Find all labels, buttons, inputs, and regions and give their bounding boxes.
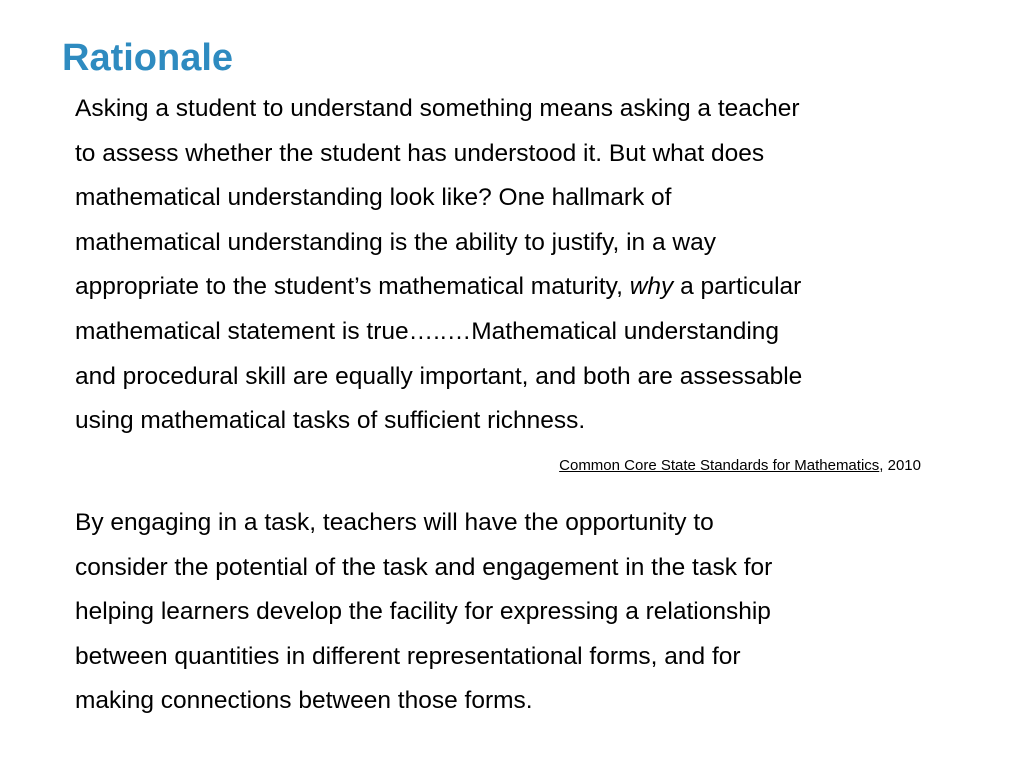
body-line: By engaging in a task, teachers will have the opportunity to [75,509,714,536]
quote-line: using mathematical tasks of sufficient richness. [75,407,586,435]
quote-line-text: appropriate to the student’s mathematical maturity, [75,273,630,301]
quote-line: Asking a student to understand something means asking a teacher [75,95,800,122]
quote-emphasis-why: why [629,273,674,301]
quote-line [75,265,802,310]
quote-line: to assess whether the student has understood it. But what does [75,139,765,167]
quote-line-text: a particular [673,273,802,301]
body-line: helping learners develop the facility for expressing a relationship [75,598,771,626]
quote-line: mathematical understanding look like? One hallmark of [75,184,672,212]
body-line: making connections between those forms. [75,687,533,715]
body-line: consider the potential of the task and engagement in the task for [75,553,773,581]
body-paragraph [75,501,772,724]
citation-year: , 2010 [879,457,921,474]
citation [559,455,921,477]
body-line: between quantities in different representational forms, and for [75,642,741,670]
quote-line: and procedural skill are equally important, and both are assessable [75,362,803,390]
quote-line: mathematical statement is true…..…Mathematical understanding [75,317,780,345]
slide-title: Rationale [62,37,234,79]
quote-paragraph [75,87,802,444]
citation-source: Common Core State Standards for Mathematics [559,457,880,474]
quote-line: mathematical understanding is the ability to justify, in a way [75,228,716,256]
